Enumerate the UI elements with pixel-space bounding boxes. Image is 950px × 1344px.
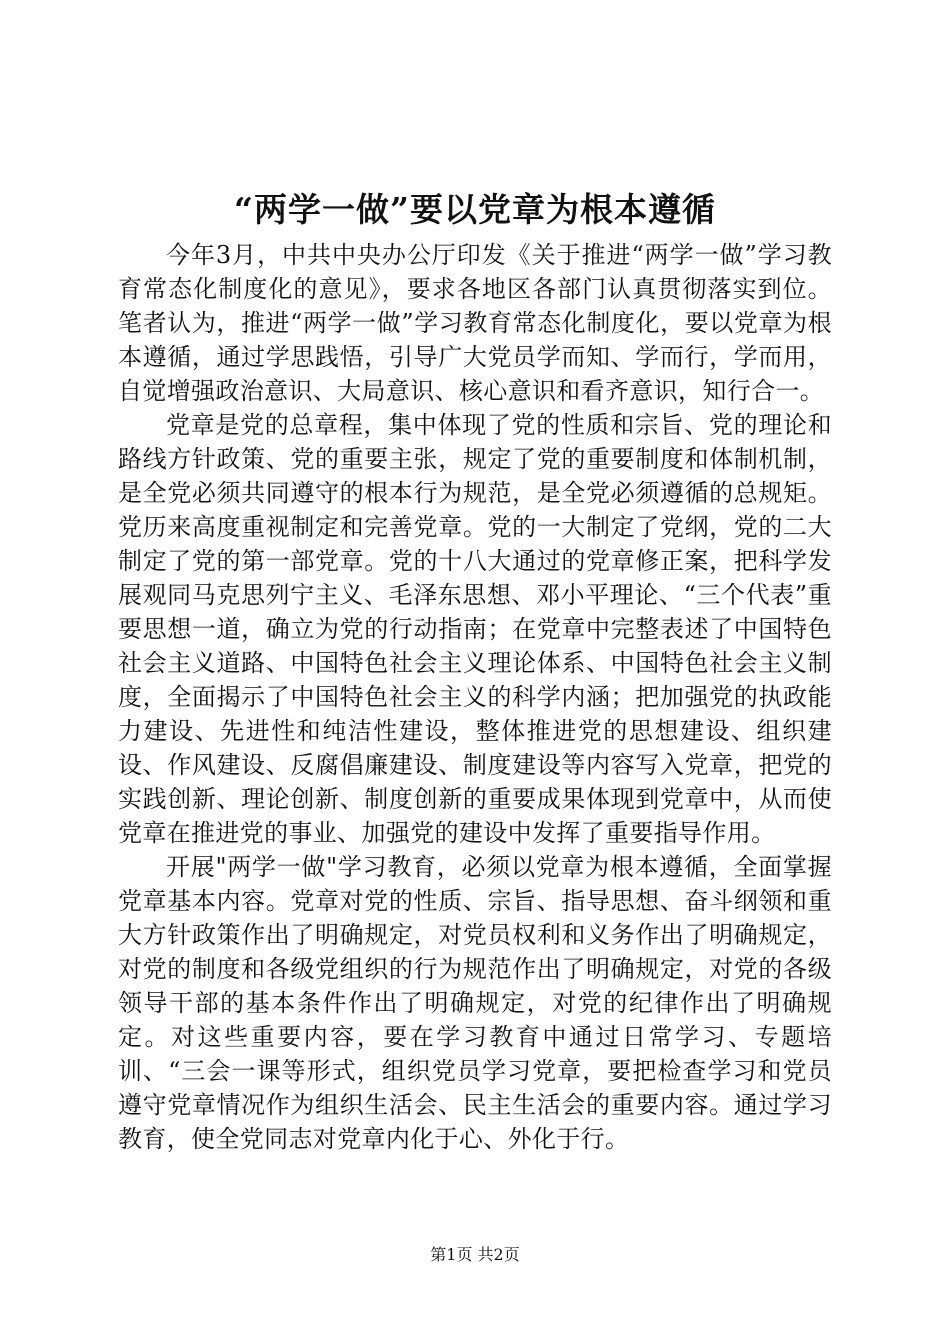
paragraph-1: 今年3月，中共中央办公厅印发《关于推进“两学一做”学习教育常态化制度化的意见》，要求各地区各部门认真贯彻落实到位。笔者认为，推进“两学一做”学习教育常态化制度化，要以党章为根本遵循，通过学思践悟，引导广大党员学而知、学而行，学而用，自觉增强政治意识、大局意识、核心意识和看齐意识，知行合一。 — [118, 241, 832, 405]
document-body — [118, 238, 832, 1156]
document-title: “两学一做”要以党章为根本遵循 — [234, 190, 716, 229]
paragraph-2: 党章是党的总章程，集中体现了党的性质和宗旨、党的理论和路线方针政策、党的重要主张，规定了党的重要制度和体制机制，是全党必须共同遵守的根本行为规范，是全党必须遵循的总规矩。党历来高度重视制定和完善党章。党的一大制定了党纲，党的二大制定了党的第一部党章。党的十八大通过的党章修正案，把科学发展观同马克思列宁主义、毛泽东思想、邓小平理论、“三个代表”重要思想一道，确立为党的行动指南；在党章中完整表述了中国特色社会主义道路、中国特色社会主义理论体系、中国特色社会主义制度，全面揭示了中国特色社会主义的科学内涵；把加强党的执政能力建设、先进性和纯洁性建设，整体推进党的思想建设、组织建设、作风建设、反腐倡廉建设、制度建设等内容写入党章，把党的实践创新、理论创新、制度创新的重要成果体现到党章中，从而使党章在推进党的事业、加强党的建设中发挥了重要指导作用。 — [118, 411, 832, 847]
paragraph-3: 开展"两学一做"学习教育，必须以党章为根本遵循，全面掌握党章基本内容。党章对党的性质、宗旨、指导思想、奋斗纲领和重大方针政策作出了明确规定，对党员权利和义务作出了明确规定，对党的制度和各级党组织的行为规范作出了明确规定，对党的各级领导干部的基本条件作出了明确规定，对党的纪律作出了明确规定。对这些重要内容，要在学习教育中通过日常学习、专题培训、“三会一课等形式，组织党员学习党章，要把检查学习和党员遵守党章情况作为组织生活会、民主生活会的重要内容。通过学习教育，使全党同志对党章内化于心、外化于行。 — [118, 853, 832, 1153]
page-number-footer: 第1页 共2页 — [430, 1245, 520, 1264]
